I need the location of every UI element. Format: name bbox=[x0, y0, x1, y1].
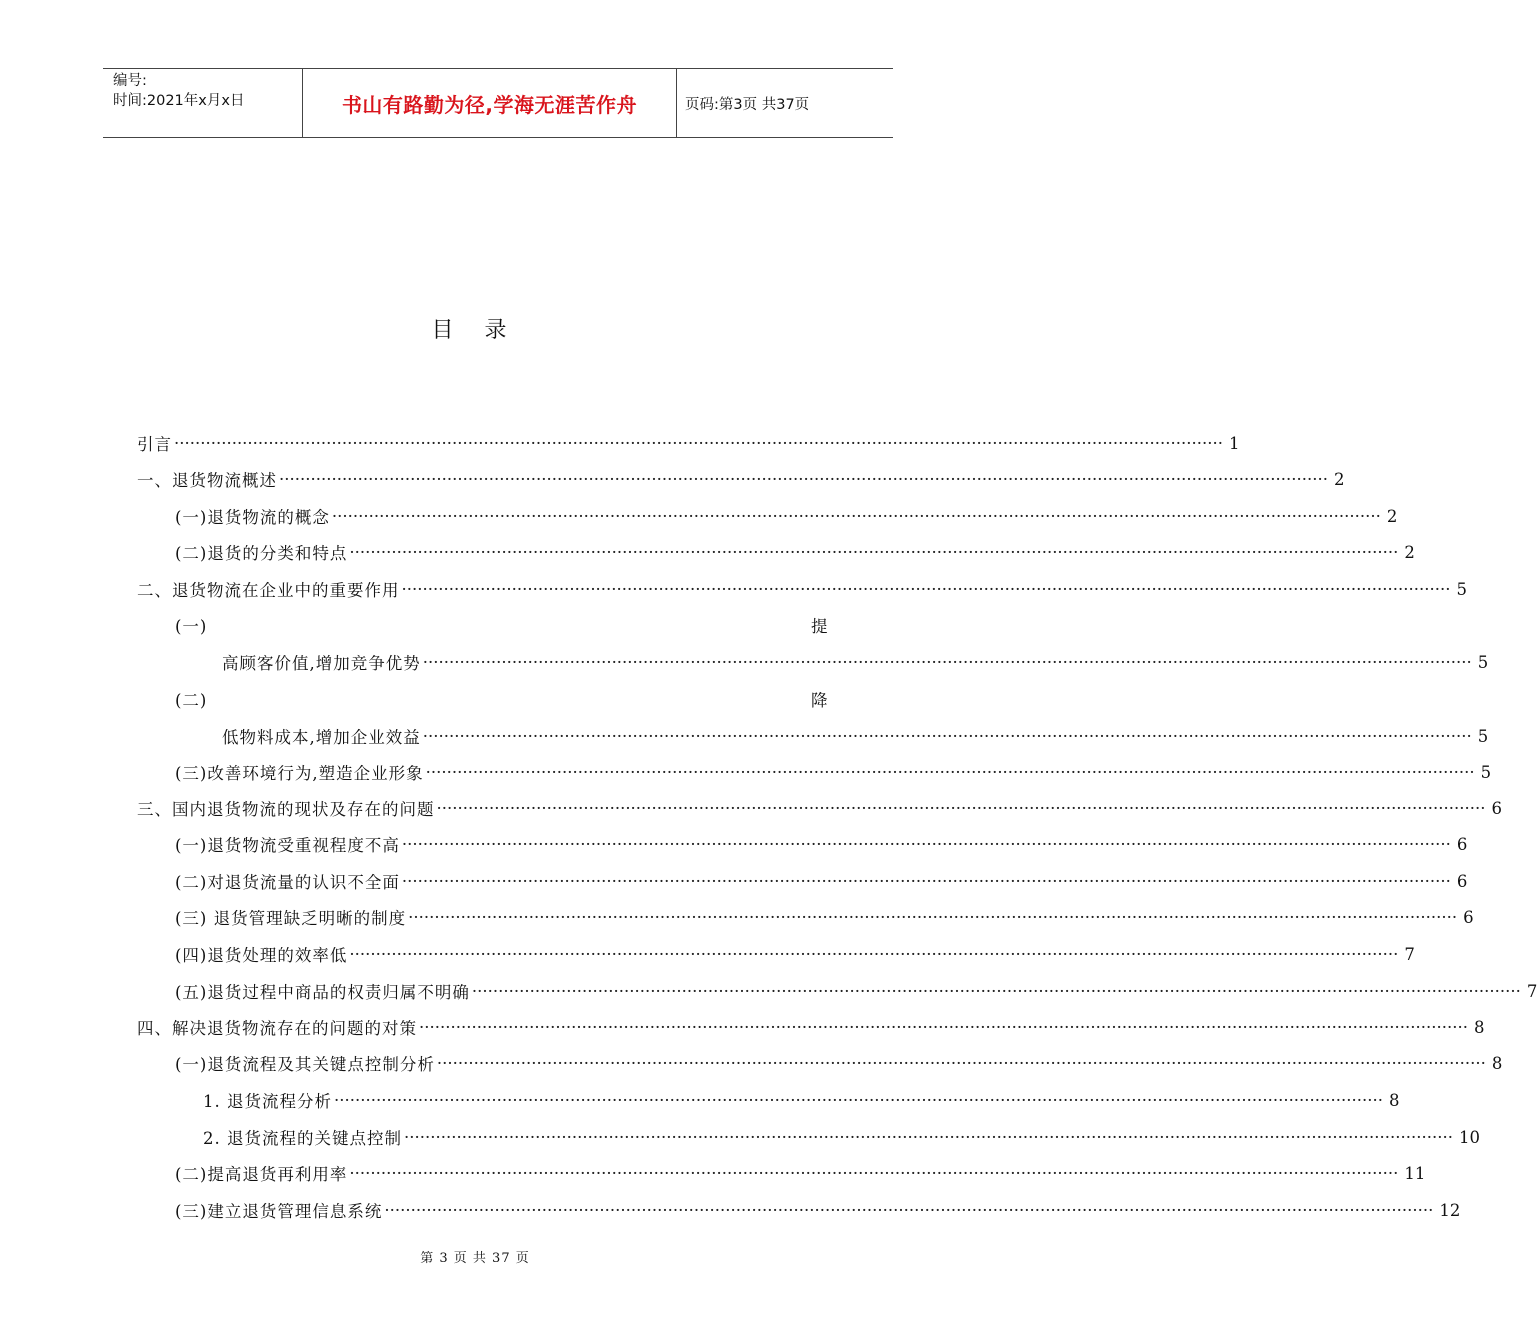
toc-entry-label: (三) 退货管理缺乏明晰的制度 bbox=[175, 909, 407, 928]
toc-leader-dots: ········································································································································································································ bbox=[334, 1090, 1383, 1110]
header-motto-cell bbox=[303, 69, 677, 137]
toc-leader-dots: ········································································································································································································ bbox=[279, 469, 1328, 489]
toc-title: 目 录 bbox=[431, 318, 519, 343]
toc-entry-label: (一)退货物流的概念 bbox=[175, 508, 330, 527]
toc-entry[interactable] bbox=[175, 976, 1537, 1006]
toc-entry-page: 6 bbox=[1463, 907, 1474, 927]
toc-entry-page: 11 bbox=[1404, 1163, 1426, 1183]
toc-leader-dots: ········································································································································································································ bbox=[404, 1127, 1453, 1147]
page-header bbox=[103, 68, 893, 138]
toc-entry[interactable] bbox=[222, 647, 1489, 677]
toc-entry-label: 1. 退货流程分析 bbox=[203, 1092, 332, 1111]
toc-entry-label: (二)提高退货再利用率 bbox=[175, 1165, 348, 1184]
toc-entry[interactable] bbox=[175, 866, 1468, 896]
toc-entry[interactable] bbox=[137, 793, 1502, 823]
toc-entry-page: 6 bbox=[1456, 834, 1468, 854]
toc-leader-dots: ········································································································································································································ bbox=[349, 542, 1399, 562]
toc-entry[interactable] bbox=[137, 464, 1345, 494]
toc-entry-number: (一) bbox=[175, 617, 208, 636]
toc-entry[interactable] bbox=[222, 721, 1489, 751]
toc-leader-dots: ········································································································································································································ bbox=[436, 798, 1486, 818]
toc-leader-dots: ········································································································································································································ bbox=[349, 944, 1399, 964]
toc-leader-dots: ········································································································································································································ bbox=[419, 1017, 1468, 1037]
toc-entry-label: (二)退货的分类和特点 bbox=[175, 544, 348, 563]
toc-entry-page: 7 bbox=[1404, 944, 1415, 964]
toc-entry-page: 2 bbox=[1404, 542, 1415, 562]
toc-entry[interactable] bbox=[175, 1158, 1426, 1188]
toc-entry[interactable] bbox=[203, 1122, 1480, 1152]
toc-entry-page: 1 bbox=[1228, 433, 1240, 453]
toc-entry-page: 5 bbox=[1480, 762, 1492, 782]
toc-entry-label: (三)建立退货管理信息系统 bbox=[175, 1202, 383, 1221]
toc-entry-label: 四、解决退货物流存在的问题的对策 bbox=[137, 1019, 417, 1038]
toc-entry[interactable] bbox=[175, 1195, 1461, 1225]
toc-entry-page: 6 bbox=[1491, 798, 1502, 818]
toc-leader-dots: ········································································································································································································ bbox=[436, 1053, 1486, 1073]
toc-entry-label: (四)退货处理的效率低 bbox=[175, 946, 348, 965]
toc-leader-dots: ········································································································································································································ bbox=[422, 652, 1472, 672]
toc-leader-dots: ········································································································································································································ bbox=[401, 871, 1451, 891]
toc-entry-page: 5 bbox=[1456, 579, 1467, 599]
toc-entry-label: (一)退货物流受重视程度不高 bbox=[175, 836, 400, 855]
header-motto: 书山有路勤为径,学海无涯苦作舟 bbox=[341, 92, 638, 117]
header-page-info: 页码:第3页 共37页 bbox=[685, 96, 810, 113]
toc-entry-page: 5 bbox=[1477, 652, 1489, 672]
toc-entry-label: 高顾客价值,增加竞争优势 bbox=[222, 654, 421, 673]
toc-entry[interactable] bbox=[175, 501, 1398, 531]
toc-entry-label: 一、退货物流概述 bbox=[137, 471, 277, 490]
toc-entry-label: (二)对退货流量的认识不全面 bbox=[175, 873, 400, 892]
toc-entry-page: 8 bbox=[1473, 1017, 1485, 1037]
header-date-label: 时间:2021年x月x日 bbox=[113, 93, 245, 109]
toc-entry-first-char: 降 bbox=[811, 691, 829, 710]
toc-leader-dots: ········································································································································································································ bbox=[471, 981, 1521, 1001]
toc-entry-page: 7 bbox=[1526, 981, 1537, 1001]
toc-entry-first-char: 提 bbox=[811, 617, 829, 636]
toc-leader-dots: ········································································································································································································ bbox=[425, 762, 1475, 782]
toc-entry-page: 12 bbox=[1439, 1200, 1461, 1220]
toc-entry-label: (五)退货过程中商品的权责归属不明确 bbox=[175, 983, 470, 1002]
toc-entry-label: (三)改善环境行为,塑造企业形象 bbox=[175, 764, 424, 783]
toc-entry[interactable] bbox=[175, 757, 1492, 787]
header-meta bbox=[103, 69, 303, 137]
toc-leader-dots: ········································································································································································································ bbox=[349, 1163, 1399, 1183]
toc-entry-label: 二、退货物流在企业中的重要作用 bbox=[137, 581, 400, 600]
toc-entry-page: 8 bbox=[1388, 1090, 1400, 1110]
toc-entry-page: 6 bbox=[1456, 871, 1468, 891]
toc-entry-number: (二) bbox=[175, 691, 208, 710]
toc-entry-label: 引言 bbox=[137, 435, 172, 454]
toc-entry-page: 2 bbox=[1333, 469, 1345, 489]
toc-leader-dots: ········································································································································································································ bbox=[384, 1200, 1434, 1220]
toc-leader-dots: ········································································································································································································ bbox=[422, 726, 1472, 746]
toc-entry[interactable] bbox=[137, 1012, 1485, 1042]
toc-entry-page: 10 bbox=[1458, 1127, 1480, 1147]
toc-leader-dots: ········································································································································································································ bbox=[174, 433, 1223, 453]
toc-entry[interactable] bbox=[175, 537, 1415, 567]
toc-entry[interactable] bbox=[137, 574, 1467, 604]
toc-entry-label: (一)退货流程及其关键点控制分析 bbox=[175, 1055, 435, 1074]
toc-entry[interactable] bbox=[175, 829, 1468, 859]
toc-entry-page: 5 bbox=[1477, 726, 1489, 746]
toc-leader-dots: ········································································································································································································ bbox=[401, 579, 1451, 599]
toc-leader-dots: ········································································································································································································ bbox=[331, 506, 1381, 526]
toc-leader-dots: ········································································································································································································ bbox=[401, 834, 1451, 854]
page-footer: 第 3 页 共 37 页 bbox=[420, 1251, 530, 1266]
toc-entry[interactable] bbox=[175, 939, 1415, 969]
toc-entry-page: 8 bbox=[1491, 1053, 1503, 1073]
header-code-label: 编号: bbox=[113, 73, 147, 89]
toc-entry[interactable] bbox=[203, 1085, 1400, 1115]
toc-entry[interactable] bbox=[175, 1048, 1503, 1078]
toc-entry-page: 2 bbox=[1386, 506, 1398, 526]
toc-entry-label: 2. 退货流程的关键点控制 bbox=[203, 1129, 402, 1148]
toc-entry[interactable] bbox=[175, 902, 1474, 932]
toc-entry[interactable] bbox=[137, 428, 1240, 458]
toc-entry-label: 三、国内退货物流的现状及存在的问题 bbox=[137, 800, 435, 819]
toc-leader-dots: ········································································································································································································ bbox=[408, 907, 1458, 927]
toc-entry-label: 低物料成本,增加企业效益 bbox=[222, 728, 421, 747]
